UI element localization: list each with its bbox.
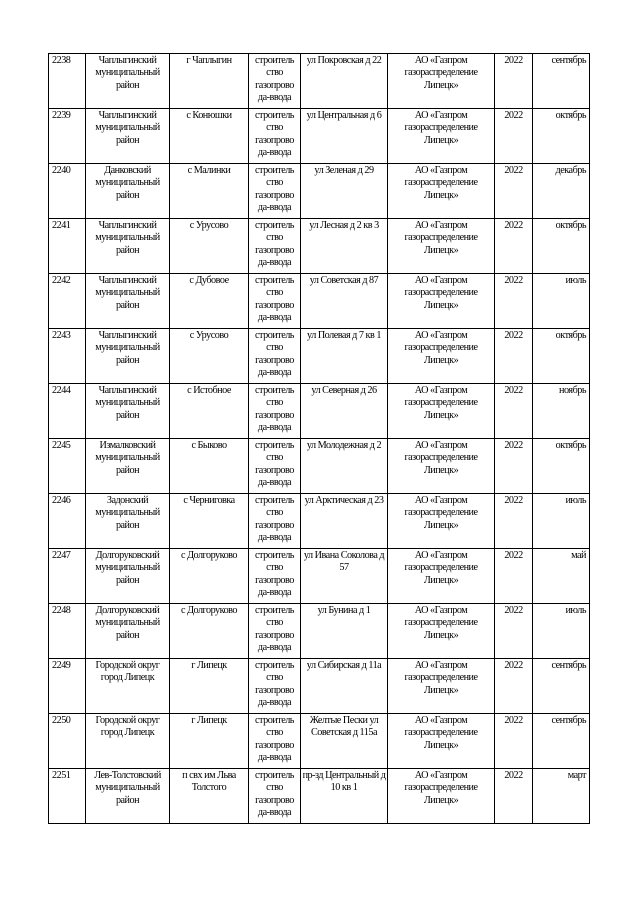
cell-settlement: с Быково xyxy=(170,439,249,494)
cell-address: ул Ивана Соколова д 57 xyxy=(301,549,388,604)
cell-month: июль xyxy=(533,604,590,659)
cell-settlement: с Черниговка xyxy=(170,494,249,549)
cell-year: 2022 xyxy=(495,604,533,659)
cell-contractor: АО «Газпром газораспределение Липецк» xyxy=(388,549,495,604)
cell-contractor: АО «Газпром газораспределение Липецк» xyxy=(388,219,495,274)
cell-year: 2022 xyxy=(495,219,533,274)
cell-work-type: строитель ство газопрово да-ввода xyxy=(249,549,301,604)
cell-settlement: г Липецк xyxy=(170,659,249,714)
cell-row-number: 2251 xyxy=(49,769,86,824)
cell-contractor: АО «Газпром газораспределение Липецк» xyxy=(388,109,495,164)
cell-month: декабрь xyxy=(533,164,590,219)
cell-year: 2022 xyxy=(495,164,533,219)
cell-contractor: АО «Газпром газораспределение Липецк» xyxy=(388,274,495,329)
cell-settlement: с Долгоруково xyxy=(170,604,249,659)
table-body xyxy=(49,54,590,824)
cell-month: июль xyxy=(533,274,590,329)
cell-month: сентябрь xyxy=(533,54,590,109)
cell-work-type: строитель ство газопрово да-ввода xyxy=(249,604,301,659)
cell-contractor: АО «Газпром газораспределение Липецк» xyxy=(388,384,495,439)
cell-municipality: Чаплыгинский муниципальный район xyxy=(86,219,170,274)
table-row xyxy=(49,164,590,219)
cell-year: 2022 xyxy=(495,439,533,494)
table-row xyxy=(49,714,590,769)
cell-address: ул Центральная д 6 xyxy=(301,109,388,164)
table-row xyxy=(49,659,590,714)
cell-contractor: АО «Газпром газораспределение Липецк» xyxy=(388,604,495,659)
cell-settlement: с Истобное xyxy=(170,384,249,439)
cell-year: 2022 xyxy=(495,659,533,714)
cell-month: октябрь xyxy=(533,439,590,494)
cell-municipality: Чаплыгинский муниципальный район xyxy=(86,329,170,384)
cell-row-number: 2249 xyxy=(49,659,86,714)
cell-row-number: 2239 xyxy=(49,109,86,164)
cell-year: 2022 xyxy=(495,54,533,109)
cell-row-number: 2241 xyxy=(49,219,86,274)
table-row xyxy=(49,494,590,549)
cell-address: ул Молодежная д 2 xyxy=(301,439,388,494)
cell-row-number: 2250 xyxy=(49,714,86,769)
cell-work-type: строитель ство газопрово да-ввода xyxy=(249,109,301,164)
cell-address: пр-зд Центральный д 10 кв 1 xyxy=(301,769,388,824)
cell-contractor: АО «Газпром газораспределение Липецк» xyxy=(388,329,495,384)
cell-settlement: с Урусово xyxy=(170,329,249,384)
cell-municipality: Лев-Толстовский муниципальный район xyxy=(86,769,170,824)
cell-municipality: Задонский муниципальный район xyxy=(86,494,170,549)
cell-address: ул Покровская д 22 xyxy=(301,54,388,109)
cell-contractor: АО «Газпром газораспределение Липецк» xyxy=(388,439,495,494)
cell-municipality: Городской округ город Липецк xyxy=(86,714,170,769)
cell-row-number: 2245 xyxy=(49,439,86,494)
cell-work-type: строитель ство газопрово да-ввода xyxy=(249,714,301,769)
cell-month: сентябрь xyxy=(533,714,590,769)
cell-year: 2022 xyxy=(495,329,533,384)
cell-work-type: строитель ство газопрово да-ввода xyxy=(249,274,301,329)
cell-municipality: Измалковский муниципальный район xyxy=(86,439,170,494)
cell-row-number: 2244 xyxy=(49,384,86,439)
cell-municipality: Данковский муниципальный район xyxy=(86,164,170,219)
cell-settlement: п свх им Льва Толстого xyxy=(170,769,249,824)
cell-work-type: строитель ство газопрово да-ввода xyxy=(249,164,301,219)
cell-work-type: строитель ство газопрово да-ввода xyxy=(249,769,301,824)
cell-address: ул Советская д 87 xyxy=(301,274,388,329)
cell-row-number: 2246 xyxy=(49,494,86,549)
cell-month: октябрь xyxy=(533,219,590,274)
cell-settlement: с Долгоруково xyxy=(170,549,249,604)
table-row xyxy=(49,439,590,494)
cell-municipality: Чаплыгинский муниципальный район xyxy=(86,54,170,109)
table-row xyxy=(49,109,590,164)
table-row xyxy=(49,329,590,384)
cell-contractor: АО «Газпром газораспределение Липецк» xyxy=(388,714,495,769)
cell-municipality: Чаплыгинский муниципальный район xyxy=(86,109,170,164)
table-row xyxy=(49,604,590,659)
cell-year: 2022 xyxy=(495,549,533,604)
cell-municipality: Городской округ город Липецк xyxy=(86,659,170,714)
cell-settlement: с Дубовое xyxy=(170,274,249,329)
cell-settlement: с Урусово xyxy=(170,219,249,274)
cell-month: май xyxy=(533,549,590,604)
cell-address: ул Северная д 26 xyxy=(301,384,388,439)
cell-year: 2022 xyxy=(495,714,533,769)
cell-settlement: с Малинки xyxy=(170,164,249,219)
cell-contractor: АО «Газпром газораспределение Липецк» xyxy=(388,164,495,219)
cell-settlement: с Конюшки xyxy=(170,109,249,164)
cell-work-type: строитель ство газопрово да-ввода xyxy=(249,659,301,714)
cell-month: ноябрь xyxy=(533,384,590,439)
cell-settlement: г Чаплыгин xyxy=(170,54,249,109)
cell-municipality: Чаплыгинский муниципальный район xyxy=(86,384,170,439)
cell-settlement: г Липецк xyxy=(170,714,249,769)
cell-month: октябрь xyxy=(533,109,590,164)
cell-address: ул Бунина д 1 xyxy=(301,604,388,659)
cell-municipality: Долгоруковский муниципальный район xyxy=(86,604,170,659)
cell-municipality: Долгоруковский муниципальный район xyxy=(86,549,170,604)
cell-work-type: строитель ство газопрово да-ввода xyxy=(249,329,301,384)
cell-address: ул Зеленая д 29 xyxy=(301,164,388,219)
cell-month: сентябрь xyxy=(533,659,590,714)
table-row xyxy=(49,274,590,329)
cell-row-number: 2240 xyxy=(49,164,86,219)
cell-contractor: АО «Газпром газораспределение Липецк» xyxy=(388,769,495,824)
cell-month: март xyxy=(533,769,590,824)
cell-year: 2022 xyxy=(495,109,533,164)
cell-work-type: строитель ство газопрово да-ввода xyxy=(249,54,301,109)
table-row xyxy=(49,219,590,274)
cell-year: 2022 xyxy=(495,384,533,439)
cell-row-number: 2248 xyxy=(49,604,86,659)
cell-contractor: АО «Газпром газораспределение Липецк» xyxy=(388,494,495,549)
cell-work-type: строитель ство газопрово да-ввода xyxy=(249,384,301,439)
cell-row-number: 2242 xyxy=(49,274,86,329)
table-row xyxy=(49,384,590,439)
gasification-register-table xyxy=(48,53,590,824)
cell-address: ул Лесная д 2 кв 3 xyxy=(301,219,388,274)
cell-row-number: 2238 xyxy=(49,54,86,109)
cell-month: июль xyxy=(533,494,590,549)
cell-address: ул Сибирская д 11а xyxy=(301,659,388,714)
table-row xyxy=(49,54,590,109)
cell-row-number: 2247 xyxy=(49,549,86,604)
cell-row-number: 2243 xyxy=(49,329,86,384)
cell-address: ул Полевая д 7 кв 1 xyxy=(301,329,388,384)
cell-month: октябрь xyxy=(533,329,590,384)
cell-municipality: Чаплыгинский муниципальный район xyxy=(86,274,170,329)
cell-year: 2022 xyxy=(495,494,533,549)
cell-address: Желтые Пески ул Советская д 115а xyxy=(301,714,388,769)
cell-address: ул Арктическая д 23 xyxy=(301,494,388,549)
cell-work-type: строитель ство газопрово да-ввода xyxy=(249,494,301,549)
cell-year: 2022 xyxy=(495,769,533,824)
table-row xyxy=(49,549,590,604)
cell-work-type: строитель ство газопрово да-ввода xyxy=(249,439,301,494)
cell-work-type: строитель ство газопрово да-ввода xyxy=(249,219,301,274)
cell-year: 2022 xyxy=(495,274,533,329)
table-row xyxy=(49,769,590,824)
cell-contractor: АО «Газпром газораспределение Липецк» xyxy=(388,54,495,109)
cell-contractor: АО «Газпром газораспределение Липецк» xyxy=(388,659,495,714)
